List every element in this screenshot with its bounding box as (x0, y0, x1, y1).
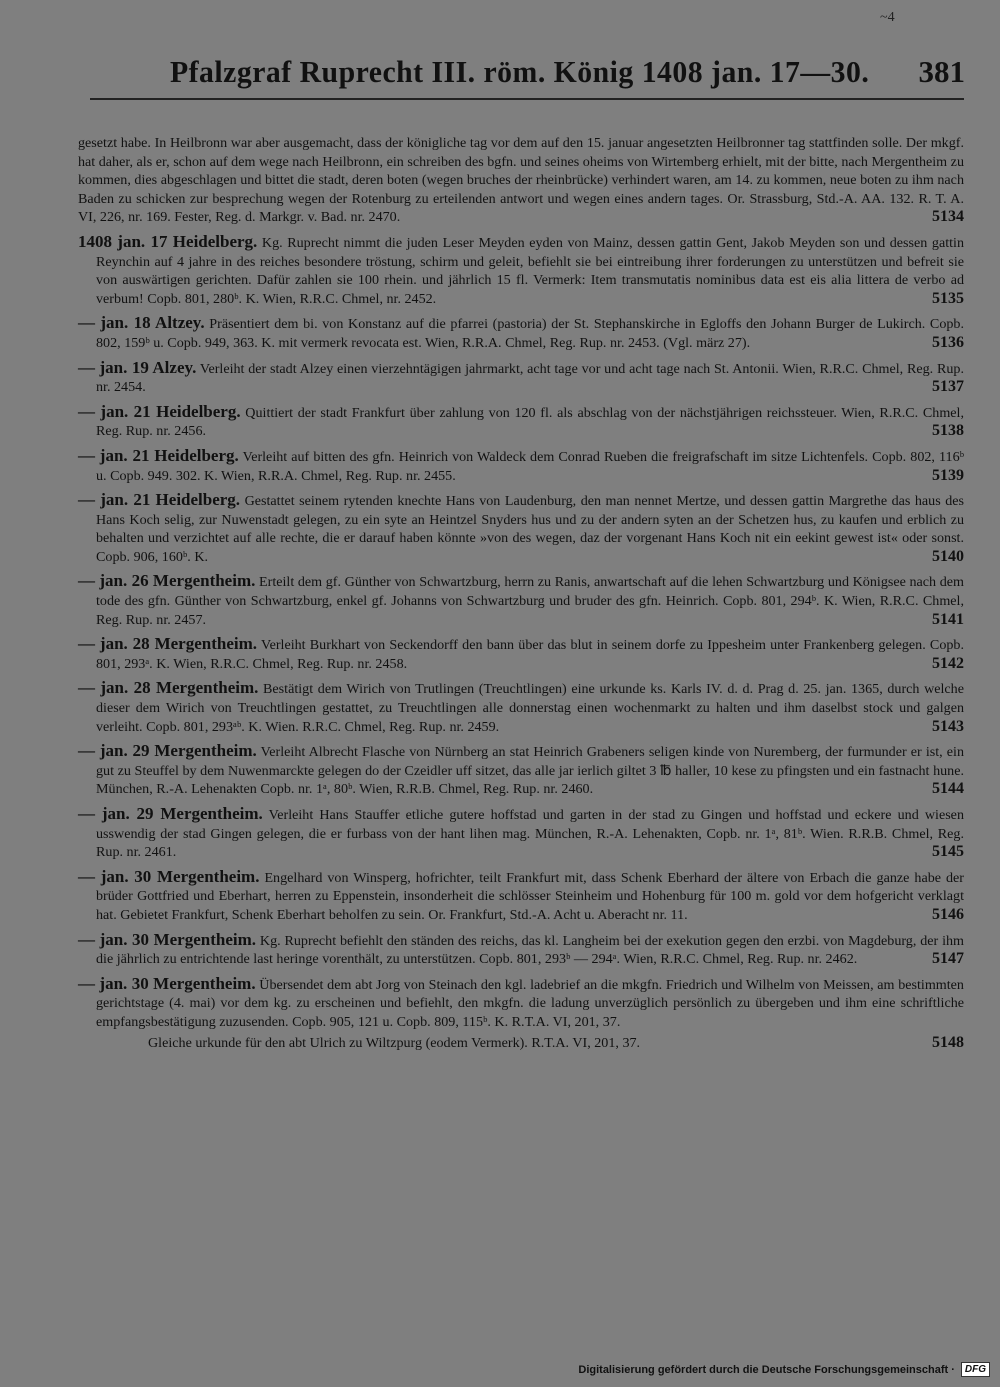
regest-number: 5148 (932, 1033, 964, 1051)
regest-number: 5145 (932, 843, 964, 861)
regest-text: Kg. Ruprecht nimmt die juden Leser Meyden eyden von Mainz, dessen gattin Gent, Jakob Meyden son und dessen gattin Reynchin auf 4 jahre in des reiches besondere tröstung, schirm und geleit, befiehlt sie bei eintreibung ihrer forderungen zu unterstützen und befreit sie von auswärtigen gerichten. Dafür zahlen sie 100 rhein. und jährlich 15 fl. Vermerk: Item transmutatis nominibus data est eis alia littera de verbo ad verbum! Copb. 801, 280ᵇ. K. Wien, R.R.C. Chmel, nr. 2452. (96, 234, 964, 307)
regest-entry (78, 359, 964, 397)
regest-text: Präsentiert dem bi. von Konstanz auf die pfarrei (pastoria) der St. Stephanskirche in Egloffs den Johann Burger de Lukirch. Copb. 802, 159ᵇ u. Copb. 949, 363. K. mit vermerk revocata est. Wien, R.R.A. Chmel, Reg. Rup. nr. 2453. (Vgl. märz 27). (96, 316, 964, 351)
digitization-credit (578, 1362, 990, 1377)
page-title: Pfalzgraf Ruprecht III. röm. König 1408 jan. 17—30. (170, 54, 870, 89)
corner-mark: ~4 (880, 10, 895, 25)
credit-text: Digitalisierung gefördert durch die Deutsche Forschungsgemeinschaft · (578, 1363, 955, 1376)
regest-date-place: — jan. 30 Mergentheim. (78, 866, 260, 886)
regest-text: Engelhard von Winsperg, hofrichter, teilt Frankfurt mit, dass Schenk Eberhard der ältere von Erbach die ganze habe der brüder Gottfried und Eberhart, herren zu Eppenstein, insonderheit die schlösser Steinheim und Hohenburg für 100 m. gold vor dem hofgericht verklagt hat. Gebietet Frankfurt, Schenk Eberhart beholfen zu sein. Or. Frankfurt, Std.-A. Acht u. Aberacht nr. 11. (96, 869, 964, 923)
regest-entry (78, 233, 964, 308)
regest-text: Bestätigt dem Wirich von Trutlingen (Treuchtlingen) eine urkunde ks. Karls IV. d. d. Prag d. 25. jan. 1365, durch welche dieser dem Wirich von Treuchtlingen gestattet, zu Treuchtlingen alle donnerstag einen wochenmarkt zu halten und ihm daselbst stock und galgen verleiht. Copb. 801, 293ᵃᵇ. K. Wien. R.R.C. Chmel, Reg. Rup. nr. 2459. (96, 681, 964, 735)
regest-entry (78, 679, 964, 736)
regest-date-place: — jan. 18 Altzey. (78, 313, 205, 333)
regest-text: Gestattet seinem rytenden knechte Hans von Laudenburg, den man nennet Mertze, und dessen gattin Margrethe das haus des Hans Koch selig, zur Nuwenstadt gelegen, zu ein syte an Heintzel Snyders hus und zu der andern syten an der Schetzen hus, zu kaufen und erblich zu behalten und verzichtet auf alle rechte, die er darauf haben könnte »von des wegen, daz der vorgenant Hans Koch nit ein eekint gewest ist« oder sonst. Copb. 906, 160ᵇ. K. (96, 493, 964, 565)
regest-text: Verleiht Albrecht Flasche von Nürnberg an stat Heinrich Grabeners seligen kinde von Nuremberg, der furmunder er ist, ein gut zu Steuffel by dem Nuwenmarckte gelegen do der Czeidler uff sitzet, das alle jar ierlich giltet 3 ℔ haller, 10 kese zu pfingsten und ein fastnacht hune. München, R.-A. Lehenakten Copb. nr. 1ᵃ, 80ᵇ. Wien, R.R.B. Chmel, Reg. Rup. nr. 2460. (96, 744, 964, 798)
regest-entry (78, 931, 964, 969)
regest-date-place: — jan. 28 Mergentheim. (78, 678, 259, 698)
regest-entry (78, 447, 964, 485)
regest-number: 5146 (932, 905, 964, 923)
regest-text: Gleiche urkunde für den abt Ulrich zu Wiltzpurg (eodem Vermerk). R.T.A. VI, 201, 37. (148, 1034, 641, 1051)
regest-entry (78, 742, 964, 799)
header-rule (90, 98, 964, 100)
page-number: 381 (918, 54, 965, 89)
regest-date-place: — jan. 21 Heidelberg. (78, 401, 241, 421)
regest-text: Übersendet dem abt Jorg von Steinach den kgl. ladebrief an die mkgfn. Friedrich und Wilhelm von Meissen, am bestimmten gerichtstage (4. mai) vor dem kg. zu erscheinen und befiehlt, den mkgfn. die ladung unverzüglich persönlich zu übergeben und ihm eine schriftliche empfangsbestätigung zuzusenden. Copb. 905, 121 u. Copb. 809, 115ᵇ. K. R.T.A. VI, 201, 37. (96, 976, 964, 1030)
regest-number: 5142 (932, 654, 964, 672)
regest-text: Quittiert der stadt Frankfurt über zahlung von 120 fl. als abschlag von der nächstjährigen reichssteuer. Wien, R.R.C. Chmel, Reg. Rup. nr. 2456. (96, 404, 964, 440)
regest-text: Verleiht Hans Stauffer etliche gutere hoffstad und garten in der stad zu Gingen und hoffstad und eckere und wiesen usswendig der stad Gingen gelegen, die er furbass von der hant lihen mag. München, R.-A. Lehenakten, Copb. nr. 1ᵃ, 81ᵇ. Wien. R.R.B. Chmel, Reg. Rup. nr. 2461. (96, 807, 964, 861)
regest-number: 5138 (932, 422, 964, 440)
regest-number: 5136 (932, 333, 964, 351)
regest-entry (78, 572, 964, 629)
regest-entry (78, 491, 964, 566)
regest-number: 5144 (932, 780, 964, 798)
regest-number: 5134 (932, 208, 964, 226)
regest-number: 5147 (932, 950, 964, 968)
regest-text: Verleiht auf bitten des gfn. Heinrich von Waldeck dem Conrad Rueben die freigrafschaft im sitze Lichtenfels. Copb. 802, 116ᵇ u. Copb. 949. 302. K. Wien, R.R.A. Chmel, Reg. Rup. nr. 2455. (96, 448, 964, 484)
regest-date-place: — jan. 21 Heidelberg. (78, 445, 239, 465)
regest-date-place: — jan. 28 Mergentheim. (78, 634, 258, 654)
regest-number: 5143 (932, 717, 964, 735)
page-header (170, 54, 970, 94)
regest-number: 5135 (932, 289, 964, 307)
regest-entry (78, 403, 964, 441)
regesta-body (78, 134, 964, 1058)
regest-text: Verleiht der stadt Alzey einen vierzehntägigen jahrmarkt, acht tage vor und acht tage nach St. Antonii. Wien, R.R.C. Chmel, Reg. Rup. nr. 2454. (96, 360, 964, 396)
regest-entry (78, 314, 964, 352)
regest-number: 5137 (932, 378, 964, 396)
regest-text: Kg. Ruprecht befiehlt den ständen des reichs, das kl. Langheim bei der exekution gegen den erzbi. von Magdeburg, der ihm die jährlich zu entrichtende last heringe vorenthält, zu unterstützen. Copb. 801, 293ᵇ — 294ᵃ. Wien, R.R.C. Chmel, Reg. Rup. nr. 2462. (96, 932, 964, 968)
regest-date-place: — jan. 21 Heidelberg. (78, 490, 241, 510)
regest-text: gesetzt habe. In Heilbronn war aber ausgemacht, dass der königliche tag vor dem auf den 15. januar angesetzten Heilbronner tag stattfinden solle. Der mkgf. hat daher, als er, schon auf dem wege nach Heilbronn, ein schreiben des bgfn. und seines oheims von Wirtemberg erhielt, mit der bitte, nach Mergentheim zu kommen, dies abgeschlagen und bittet die stadt, deren boten (wegen bruches der rheinbrücke) verhindert waren, am 14. zu kommen, neue boten zu ihm nach Baden zu schicken zur besprechung wegen der Rotenburg zu erteilenden antwort und wegen eines andern tages. Or. Strassburg, Std.-A. AA. 132. R. T. A. VI, 226, nr. 169. Fester, Reg. d. Markgr. v. Bad. nr. 2470. (78, 135, 964, 226)
regest-number: 5140 (932, 547, 964, 565)
regest-text: Verleiht Burkhart von Seckendorff den bann über das blut in seinem dorfe zu Ippesheim unter Frankenberg gelegen. Copb. 801, 293ᵃ. K. Wien, R.R.C. Chmel, Reg. Rup. nr. 2458. (96, 637, 964, 672)
regest-date-place: — jan. 29 Mergentheim. (78, 804, 263, 823)
regest-number: 5141 (932, 610, 964, 628)
regest-date-place: — jan. 30 Mergentheim. (78, 973, 256, 993)
regest-date-place: — jan. 30 Mergentheim. (78, 929, 257, 949)
regest-entry (78, 1034, 964, 1053)
regest-date-place: — jan. 19 Alzey. (78, 357, 197, 377)
regest-entry (78, 868, 964, 925)
regest-date-place: 1408 jan. 17 Heidelberg. (78, 231, 258, 251)
regest-number: 5139 (932, 466, 964, 484)
regest-entry (78, 134, 964, 227)
dfg-logo: DFG (961, 1362, 990, 1377)
regest-date-place: — jan. 29 Mergentheim. (78, 741, 257, 761)
regest-entry (78, 975, 964, 1032)
regest-entry (78, 805, 964, 862)
regest-entry (78, 635, 964, 673)
regest-text: Erteilt dem gf. Günther von Schwartzburg, herrn zu Ranis, anwartschaft auf die lehen Schwartzburg und Königsee nach dem tode des gfn. Günther von Schwartzburg, enkel gf. Johanns von Schwartzburg und bruder des gfn. Heinrich. Copb. 801, 294ᵇ. K. Wien, R.R.C. Chmel, Reg. Rup. nr. 2457. (96, 574, 964, 628)
regest-date-place: — jan. 26 Mergentheim. (78, 571, 256, 591)
